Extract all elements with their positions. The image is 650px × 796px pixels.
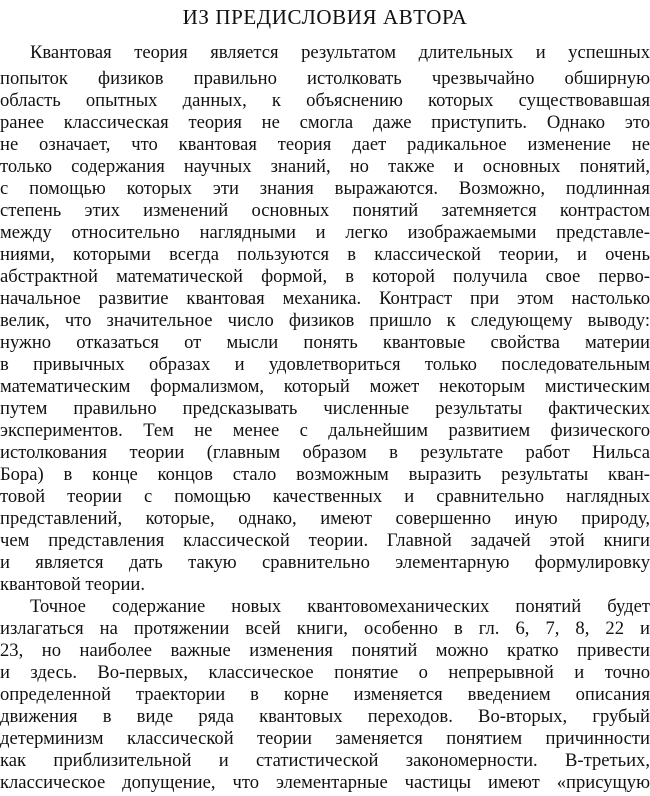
text-line: абстрактной математической формой, в которой получила свое перво- bbox=[0, 266, 650, 287]
text-line: квантовой теории. bbox=[0, 574, 146, 595]
text-line: Точное содержание новых квантовомеханических понятий будет bbox=[30, 596, 650, 617]
text-line: и здесь. Во-первых, классическое понятие о непрерывной и точно bbox=[0, 662, 650, 683]
text-line: в привычных образах и удовлетвориться только последовательным bbox=[0, 354, 650, 375]
page-title: ИЗ ПРЕДИСЛОВИЯ АВТОРА bbox=[182, 5, 468, 29]
text-line: как приблизительной и статистической закономерности. В-третьих, bbox=[0, 750, 650, 771]
text-line: определенной траектории в корне изменяется введением описания bbox=[0, 684, 650, 705]
text-line: начальное развитие квантовая механика. Контраст при этом настолько bbox=[0, 288, 650, 309]
text-line: экспериментов. Тем не менее с дальнейшим развитием физического bbox=[0, 420, 650, 441]
text-line: Квантовая теория является результатом длительных и успешных bbox=[30, 42, 650, 63]
text-line: велик, что значительное число физиков пришло к следующему выводу: bbox=[0, 310, 650, 331]
text-line: Бора) в конце концов стало возможным выразить результаты кван- bbox=[0, 464, 650, 485]
text-line: путем правильно предсказывать численные результаты фактических bbox=[0, 398, 650, 419]
text-line: товой теории с помощью качественных и сравнительно наглядных bbox=[0, 486, 650, 507]
text-line: чем представления классической теории. Главной задачей этой книги bbox=[0, 530, 650, 551]
text-line: излагаться на протяжении всей книги, особенно в гл. 6, 7, 8, 22 и bbox=[0, 618, 650, 639]
text-line: между относительно наглядными и легко изображаемыми представле- bbox=[0, 222, 650, 243]
text-line: и является дать такую сравнительно элементарную формулировку bbox=[0, 552, 650, 573]
text-line: ниями, которыми всегда пользуются в классической теории, и очень bbox=[0, 244, 650, 265]
text-line: область опытных данных, к объяснению которых существовавшая bbox=[0, 90, 650, 111]
text-line: только содержания научных знаний, но также и основных понятий, bbox=[0, 156, 650, 177]
text-line: с помощью которых эти знания выражаются. Возможно, подлинная bbox=[0, 178, 650, 199]
text-line: 23, но наиболее важные изменения понятий можно кратко привести bbox=[0, 640, 650, 661]
text-line: попыток физиков правильно истолковать чрезвычайно обширную bbox=[0, 68, 650, 89]
text-line: не означает, что квантовая теория дает радикальное изменение не bbox=[0, 134, 650, 155]
text-line: ранее классическая теория не смогла даже приступить. Однако это bbox=[0, 112, 650, 133]
text-line: движения в виде ряда квантовых переходов. Во-вторых, грубый bbox=[0, 706, 650, 727]
text-line: нужно отказаться от мысли понять квантовые свойства материи bbox=[0, 332, 650, 353]
text-line: истолкования теории (главным образом в результате работ Нильса bbox=[0, 442, 650, 463]
text-line: математическим формализмом, который может некоторым мистическим bbox=[0, 376, 650, 397]
text-line: классическое допущение, что элементарные частицы имеют «присущую bbox=[0, 772, 650, 793]
text-line: представлений, которые, однако, имеют совершенно иную природу, bbox=[0, 508, 650, 529]
text-line: степень этих изменений основных понятий затемняется контрастом bbox=[0, 200, 650, 221]
text-line: детерминизм классической теории заменяется понятием причинности bbox=[0, 728, 650, 749]
